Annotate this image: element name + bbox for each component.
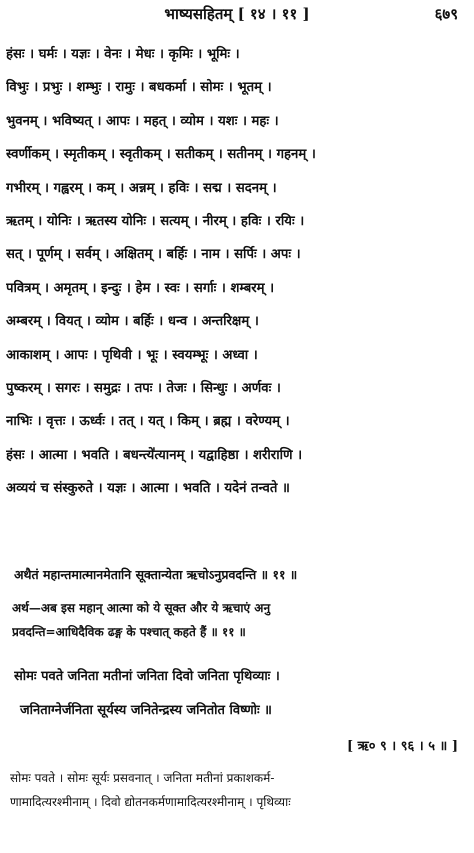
verse-list [6, 38, 468, 505]
verse-line-text: स्वर्णीकम् । स्मृतीकम् । स्वृतीकम् । सतीकम् । सतीनम् । गहनम् । [6, 147, 316, 163]
verse-line [6, 339, 468, 372]
running-title: भाष्यसहितम् [ १४ । ११ ] [164, 5, 310, 23]
closing-verse: अथैतं महान्तमात्मानमेतानि सूक्तान्येता ऋचोऽनुप्रवदन्ति ॥ ११ ॥ [14, 567, 298, 582]
verse-line-text: ऋतम् । योनिः । ऋतस्य योनिः । सत्यम् । नीरम् । हविः । रयिः । [6, 213, 305, 229]
verse-line-text: हंसः । आत्मा । भवति । बधन्त्ये॑त्यानम् । यद्वाहिष्ठा । शरीराणि । [6, 447, 303, 463]
verse-citation: [ ऋ० ९ । ९६ । ५ ॥ ] [346, 739, 458, 754]
verse-line-text: भुवनम् । भविष्यत् । आपः । महत् । व्योम । यशः । महः । [6, 113, 279, 129]
verse-line [6, 405, 468, 438]
verse-line [6, 71, 468, 104]
verse-line-text: अम्बरम् । वियत् । व्योम । बर्हिः । धन्व । अन्तरिक्षम् । [6, 314, 259, 330]
verse-line [6, 305, 468, 338]
page-number: ६७९ [434, 5, 458, 23]
commentary-line: सोमः पवते । सोमः सूर्यः प्रसवनात् । जनिता मतीनां प्रकाशकर्म- [10, 771, 275, 785]
translation-line: प्रवदन्ति=आधिदैविक ढङ्ग के पश्चात् कहते हैं ॥ ११ ॥ [12, 625, 246, 639]
verse-line [6, 272, 468, 305]
verse-line [6, 138, 468, 171]
verse-line-text: सत् । पूर्णम् । सर्वम् । अक्षितम् । बर्हिः । नाम । सर्पिः । अपः । [6, 247, 301, 263]
verse-line [6, 238, 468, 271]
verse-line-text: विभुः । प्रभुः । शम्भुः । रामुः । बधकर्मा । सोमः । भूतम् । [6, 80, 272, 96]
verse-line [6, 372, 468, 405]
verse-line [6, 472, 468, 505]
verse-line-text: हंसः । घर्मः । यज्ञः । वेनः । मेधः । कृमिः । भूमिः । [6, 47, 240, 62]
verse-line [6, 105, 468, 138]
verse-line [6, 172, 468, 205]
verse-line [6, 38, 468, 71]
commentary-line: णामादित्यरश्मीनाम् । दिवो द्योतनकर्मणामादित्यरश्मीनाम् । पृथिव्याः [10, 795, 291, 809]
verse-line-text: अव्ययं च संस्कुरुते । यज्ञः । आत्मा । भवति । यदेनं तन्वते ॥ [6, 481, 290, 497]
hindi-translation [12, 596, 464, 644]
verse-line-text: पवित्रम् । अमृतम् । इन्दुः । हेम । स्वः । सर्गाः । शम्बरम् । [6, 280, 275, 296]
quote-line: सोमः पवते जनिता मतीनां जनिता दिवो जनिता पृथिव्याः । [14, 669, 280, 684]
verse-line-text: आकाशम् । आपः । पृथिवी । भूः । स्वयम्भूः । अध्वा । [6, 347, 258, 363]
verse-line-text: पुष्करम् । सगरः । समुद्रः । तपः । तेजः । सिन्धुः । अर्णवः । [6, 380, 281, 396]
rigveda-quote [14, 660, 466, 728]
verse-line [6, 205, 468, 238]
translation-line: अर्थ—अब इस महान् आत्मा को ये सूक्त और ये ऋचाएं अनु [12, 601, 271, 615]
commentary-text [10, 766, 468, 814]
page-header [0, 4, 474, 26]
verse-line-text: गभीरम् । गह्वरम् । कम् । अन्नम् । हविः । सद्म । सदनम् । [6, 180, 277, 196]
verse-line [6, 439, 468, 472]
verse-line-text: नाभिः । वृत्तः । ऊर्ध्वः । तत् । यत् । किम् । ब्रह्म । वरेण्यम् । [6, 414, 290, 430]
quote-line: जनिताग्नेर्जनिता सूर्यस्य जनितेन्द्रस्य जनितोत विष्णोः ॥ [20, 703, 272, 718]
